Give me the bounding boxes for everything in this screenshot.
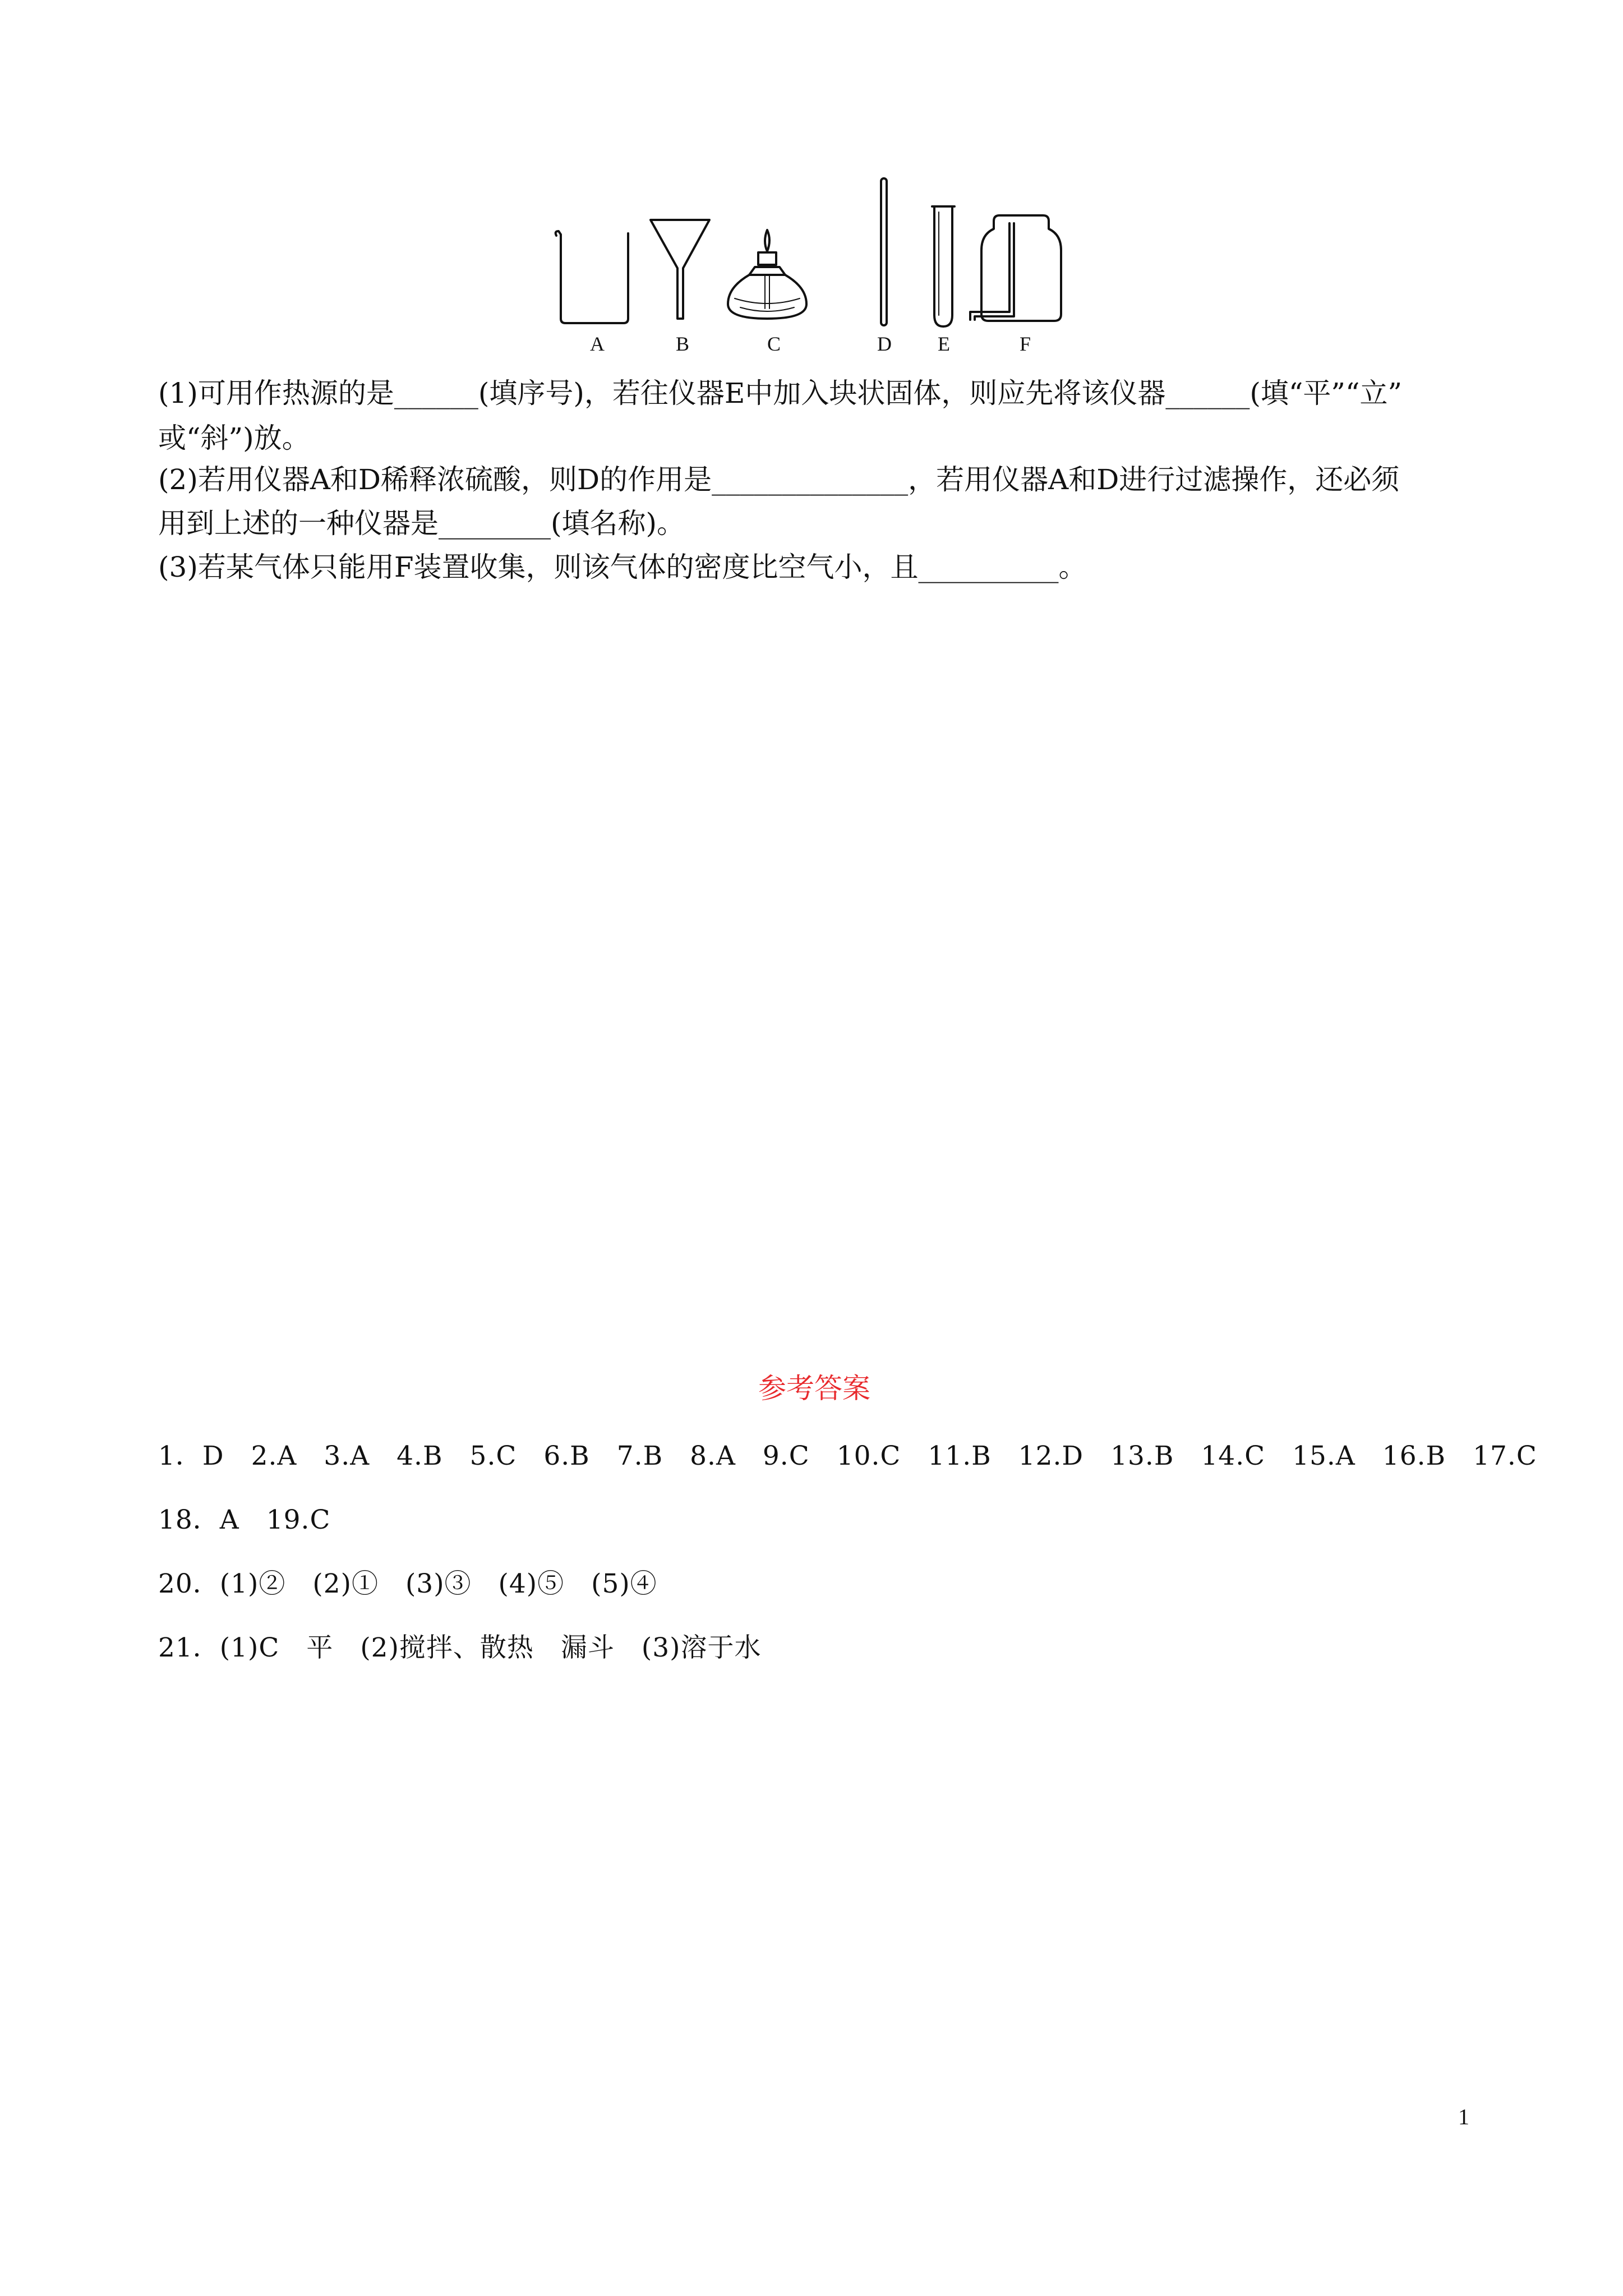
alcohol-lamp-icon xyxy=(728,230,806,319)
figure-label-c: C xyxy=(767,333,781,355)
answer-line: 20．(1)② (2)① (3)③ (4)⑤ (5)④ xyxy=(158,1568,657,1599)
glass-rod-icon xyxy=(881,178,887,325)
answer-line: 21．(1)C 平 (2)搅拌、散热 漏斗 (3)溶于水 xyxy=(158,1632,762,1663)
funnel-icon xyxy=(651,220,709,319)
figure-label-e: E xyxy=(938,333,950,355)
figure-label-a: A xyxy=(590,333,605,355)
test-tube-icon xyxy=(932,206,955,326)
figure-label-d: D xyxy=(877,333,892,355)
figure-label-f: F xyxy=(1020,333,1031,355)
question-line: (3)若某气体只能用F装置收集，则该气体的密度比空气小，且__________。 xyxy=(158,551,1087,583)
question-line: (2)若用仪器A和D稀释浓硫酸，则D的作用是______________，若用仪器A和D进行过滤操作，还必须 xyxy=(158,463,1400,496)
answer-key-title: 参考答案 xyxy=(758,1372,870,1405)
apparatus-figure xyxy=(550,168,1094,362)
apparatus-drawing xyxy=(550,168,1094,362)
question-line: (1)可用作热源的是______(填序号)，若往仪器E中加入块状固体，则应先将该仪器______(填“平”“立” xyxy=(158,377,1403,409)
beaker-icon xyxy=(556,231,628,323)
figure-label-b: B xyxy=(676,333,690,355)
answer-line: 18．A 19.C xyxy=(158,1504,331,1535)
question-line: 或“斜”)放。 xyxy=(158,422,310,454)
page-number: 1 xyxy=(1458,2104,1469,2129)
question-line: 用到上述的一种仪器是________(填名称)。 xyxy=(158,507,685,540)
gas-bottle-icon xyxy=(970,215,1061,321)
answer-line: 1．D 2.A 3.A 4.B 5.C 6.B 7.B 8.A 9.C 10.C 11.B 12.D 13.B 14.C 15.A 16.B 17.C xyxy=(158,1441,1537,1471)
